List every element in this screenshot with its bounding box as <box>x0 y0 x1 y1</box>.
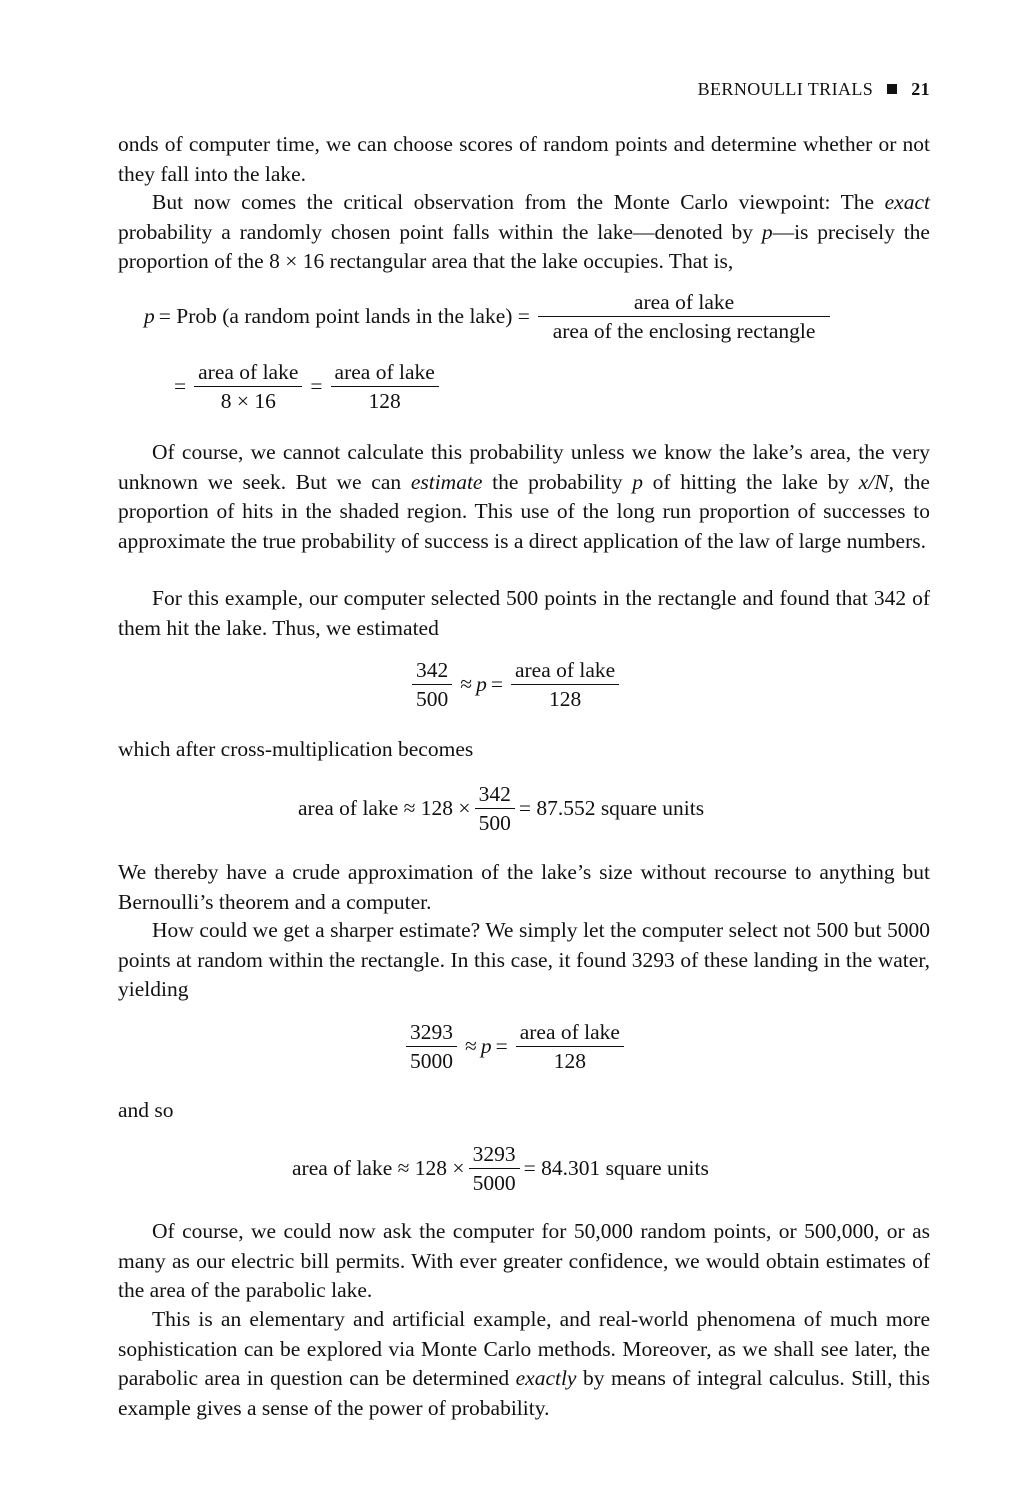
equation-area-5000: area of lake ≈ 128 × $\frac{3293}{5000}$ = 84.301 square units <box>292 1142 709 1195</box>
paragraph-5: which after cross-multiplication becomes <box>118 737 474 761</box>
fraction: $\frac{\text{area of lake}}{128}$ <box>511 656 619 713</box>
paragraph-3: Of course, we cannot calculate this probability unless we know the lake’s area, the very unknown we seek. But we can estimate the probability p of hitting the lake by x/N, the proportion of hits in the shaded region. This use of the long run proportion of successes to approximate the true probability of success is a direct application of the law of large numbers. <box>118 440 930 553</box>
paragraph-8: and so <box>118 1098 174 1122</box>
fraction: $\frac{\text{area of lake}}{8 \times 16}$ <box>194 358 302 415</box>
equation-estimate-500: $\frac{342}{500}$ ≈ p = $\frac{\text{area of lake}}{128}$ <box>408 656 623 713</box>
fraction: $\frac{3293}{5000}$ <box>406 1018 457 1075</box>
equation-area-500: area of lake ≈ 128 × $\frac{342}{500}$ = 87.552 square units <box>298 782 705 835</box>
paragraph-6: We thereby have a crude approximation of the lake’s size without recourse to anything but Bernoulli’s theorem and a computer. <box>118 860 930 914</box>
fraction: $\frac{\text{area of lake}}{128}$ <box>331 358 439 415</box>
paragraph-9: Of course, we could now ask the computer for 50,000 random points, or 500,000, or as many as our electric bill permits. With ever greater confidence, we would obtain estimates of the area of the parabolic lake. <box>118 1219 930 1302</box>
paragraph-1: onds of computer time, we can choose scores of random points and determine whether or not they fall into the lake. <box>118 132 930 186</box>
page-number: 21 <box>911 78 930 99</box>
running-header <box>430 76 930 102</box>
equation-prob-definition: p = Prob (a random point lands in the lake) = $\frac{\text{area of lake}}{\text{area of the enclosing rectangle}}$ <box>144 288 834 345</box>
paragraph-4: For this example, our computer selected 500 points in the rectangle and found that 342 of them hit the lake. Thus, we estimated <box>118 586 930 640</box>
paragraph-10: This is an elementary and artificial example, and real-world phenomena of much more sophistication can be explored via Monte Carlo methods. Moreover, as we shall see later, the parabolic area in question can be determined exactly by means of integral calculus. Still, this example gives a sense of the power of probability. <box>118 1307 930 1420</box>
equation-estimate-5000: $\frac{3293}{5000}$ ≈ p = $\frac{\text{area of lake}}{128}$ <box>402 1018 628 1075</box>
equation-prob-area: = $\frac{\text{area of lake}}{8 \times 16}$ = $\frac{\text{area of lake}}{128}$ <box>170 358 443 415</box>
running-title: BERNOULLI TRIALS <box>697 78 874 99</box>
fraction: $\frac{\text{area of lake}}{\text{area of the enclosing rectangle}}$ <box>538 288 830 345</box>
fraction: $\frac{342}{500}$ <box>412 656 452 713</box>
fraction: $\frac{\text{area of lake}}{128}$ <box>516 1018 624 1075</box>
book-page <box>118 0 930 1500</box>
fraction: $\frac{3293}{5000}$ <box>469 1140 520 1197</box>
square-bullet-icon <box>887 84 897 94</box>
paragraph-2: But now comes the critical observation from the Monte Carlo viewpoint: The exact probability a randomly chosen point falls within the lake—denoted by p—is precisely the proportion of the 8 × 16 rectangular area that the lake occupies. That is, <box>118 190 930 273</box>
fraction: $\frac{342}{500}$ <box>475 780 515 837</box>
paragraph-7: How could we get a sharper estimate? We simply let the computer select not 500 but 5000 points at random within the rectangle. In this case, it found 3293 of these landing in the water, yielding <box>118 918 930 1001</box>
